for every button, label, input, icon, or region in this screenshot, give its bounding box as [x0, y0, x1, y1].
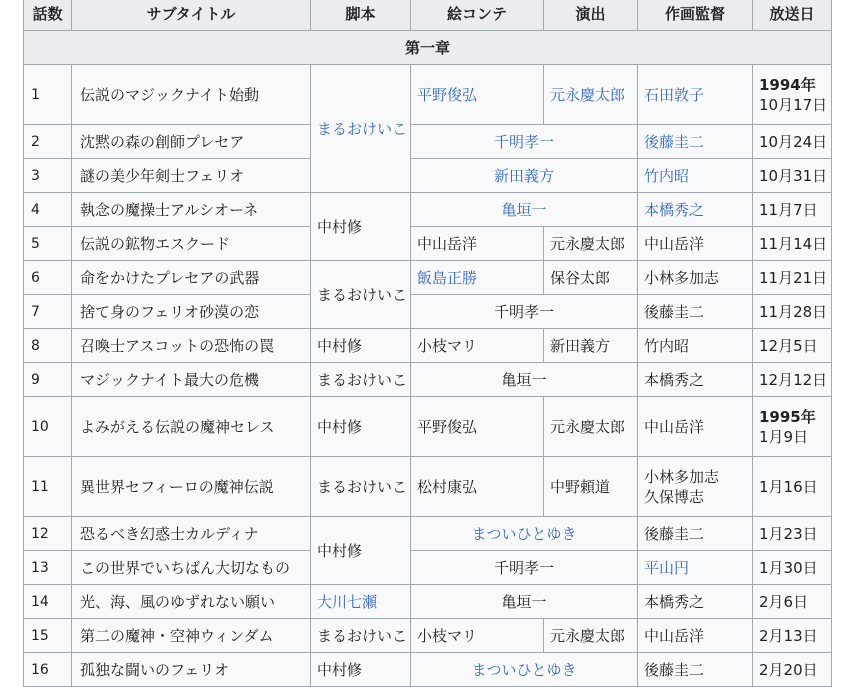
storyboard-cell: 松村康弘	[411, 457, 544, 517]
header-airdate: 放送日	[753, 0, 832, 31]
episode-number: 14	[24, 585, 72, 619]
animation-director-1: 小林多加志	[644, 467, 720, 486]
storyboard-direction-link[interactable]: 亀垣一	[501, 200, 547, 219]
table-row	[24, 193, 832, 227]
table-row	[24, 397, 832, 457]
episode-number: 10	[24, 397, 72, 457]
animation-cell[interactable]	[638, 125, 753, 159]
airdate: 12月12日	[753, 363, 832, 397]
storyboard-cell[interactable]	[411, 65, 544, 125]
script-cell[interactable]	[311, 585, 411, 619]
storyboard-cell[interactable]	[411, 261, 544, 295]
table-row	[24, 653, 832, 687]
episode-title: 第二の魔神・空神ウィンダム	[72, 619, 311, 653]
direction-cell[interactable]	[544, 65, 638, 125]
airdate: 1月9日	[759, 427, 809, 446]
storyboard-direction-link[interactable]: まついひとゆき	[471, 524, 577, 543]
animation-cell: 本橋秀之	[638, 585, 753, 619]
table-row	[24, 457, 832, 517]
header-row	[24, 0, 832, 31]
script-cell: 中村修	[311, 193, 411, 261]
animation-cell[interactable]	[638, 551, 753, 585]
direction-cell: 新田義方	[544, 329, 638, 363]
animation-cell[interactable]	[638, 193, 753, 227]
airdate: 1月23日	[753, 517, 832, 551]
episode-title: 異世界セフィーロの魔神伝説	[72, 457, 311, 517]
table-row	[24, 125, 832, 159]
table-row	[24, 585, 832, 619]
chapter-heading: 第一章	[24, 31, 832, 65]
episode-number: 12	[24, 517, 72, 551]
script-cell: まるおけいこ	[311, 619, 411, 653]
table-row	[24, 551, 832, 585]
episode-title: この世界でいちばん大切なもの	[72, 551, 311, 585]
header-direction: 演出	[544, 0, 638, 31]
header-episode: 話数	[24, 0, 72, 31]
airdate: 10月17日	[759, 95, 828, 114]
episode-number: 6	[24, 261, 72, 295]
episode-title: 孤独な闘いのフェリオ	[72, 653, 311, 687]
table-row	[24, 363, 832, 397]
storyboard-direction-link[interactable]: 千明孝一	[493, 132, 554, 151]
episode-title: 謎の美少年剣士フェリオ	[72, 159, 311, 193]
storyboard-direction-link[interactable]: 新田義方	[493, 166, 554, 185]
table-row	[24, 517, 832, 551]
episode-table	[23, 0, 832, 687]
script-cell: まるおけいこ	[311, 363, 411, 397]
episode-number: 2	[24, 125, 72, 159]
airdate: 12月5日	[753, 329, 832, 363]
script-cell[interactable]	[311, 65, 411, 193]
storyboard-cell: 小枝マリ	[411, 619, 544, 653]
episode-number: 5	[24, 227, 72, 261]
storyboard-direction-cell[interactable]	[411, 125, 638, 159]
animation-cell: 後藤圭二	[638, 295, 753, 329]
script-cell: 中村修	[311, 517, 411, 585]
script-link[interactable]: まるおけいこ	[317, 119, 408, 138]
animation-link[interactable]: 本橋秀之	[644, 200, 705, 219]
table-row	[24, 261, 832, 295]
storyboard-direction-cell[interactable]	[411, 517, 638, 551]
episode-title: 沈黙の森の創師プレセア	[72, 125, 311, 159]
direction-cell: 保谷太郎	[544, 261, 638, 295]
animation-cell: 中山岳洋	[638, 619, 753, 653]
storyboard-direction-cell[interactable]	[411, 653, 638, 687]
storyboard-direction-link[interactable]: まついひとゆき	[471, 660, 577, 679]
episode-number: 13	[24, 551, 72, 585]
table-row	[24, 159, 832, 193]
storyboard-direction-cell: 千明孝一	[411, 551, 638, 585]
animation-cell[interactable]	[638, 159, 753, 193]
storyboard-direction-cell: 亀垣一	[411, 363, 638, 397]
airdate-year: 1994年	[759, 75, 816, 94]
table-row	[24, 619, 832, 653]
storyboard-direction-cell: 千明孝一	[411, 295, 638, 329]
episode-title: 召喚士アスコットの恐怖の罠	[72, 329, 311, 363]
animation-cell: 小林多加志	[638, 261, 753, 295]
animation-cell: 竹内昭	[638, 329, 753, 363]
header-script: 脚本	[311, 0, 411, 31]
animation-cell: 中山岳洋	[638, 397, 753, 457]
animation-link[interactable]: 石田敦子	[644, 85, 705, 104]
script-cell: まるおけいこ	[311, 261, 411, 329]
airdate: 2月6日	[753, 585, 832, 619]
direction-link[interactable]: 元永慶太郎	[550, 85, 626, 104]
script-cell: 中村修	[311, 329, 411, 363]
episode-title: 捨て身のフェリオ砂漠の恋	[72, 295, 311, 329]
episode-title: 命をかけたプレセアの武器	[72, 261, 311, 295]
animation-director-2: 久保博志	[644, 487, 705, 506]
airdate: 11月14日	[753, 227, 832, 261]
episode-title: 恐るべき幻惑士カルディナ	[72, 517, 311, 551]
table-row	[24, 329, 832, 363]
episode-title: マジックナイト最大の危機	[72, 363, 311, 397]
episode-number: 3	[24, 159, 72, 193]
episode-number: 16	[24, 653, 72, 687]
animation-link[interactable]: 竹内昭	[644, 166, 690, 185]
episode-title: 光、海、風のゆずれない願い	[72, 585, 311, 619]
animation-cell	[638, 457, 753, 517]
episode-number: 8	[24, 329, 72, 363]
episode-title: よみがえる伝説の魔神セレス	[72, 397, 311, 457]
episode-title: 執念の魔操士アルシオーネ	[72, 193, 311, 227]
episode-title: 伝説の鉱物エスクード	[72, 227, 311, 261]
storyboard-direction-cell[interactable]	[411, 193, 638, 227]
storyboard-link[interactable]: 飯島正勝	[417, 268, 478, 287]
direction-cell: 元永慶太郎	[544, 227, 638, 261]
animation-cell: 後藤圭二	[638, 517, 753, 551]
table-row	[24, 295, 832, 329]
storyboard-direction-cell[interactable]	[411, 159, 638, 193]
airdate: 11月7日	[753, 193, 832, 227]
animation-cell: 本橋秀之	[638, 363, 753, 397]
airdate: 11月28日	[753, 295, 832, 329]
episode-title: 伝説のマジックナイト始動	[72, 65, 311, 125]
storyboard-cell: 小枝マリ	[411, 329, 544, 363]
airdate-cell	[753, 65, 832, 125]
storyboard-cell: 中山岳洋	[411, 227, 544, 261]
animation-cell: 後藤圭二	[638, 653, 753, 687]
episode-number: 11	[24, 457, 72, 517]
header-storyboard: 絵コンテ	[411, 0, 544, 31]
airdate: 2月20日	[753, 653, 832, 687]
airdate: 1月16日	[753, 457, 832, 517]
episode-number: 7	[24, 295, 72, 329]
header-subtitle: サブタイトル	[72, 0, 311, 31]
episode-number: 9	[24, 363, 72, 397]
script-link[interactable]: 大川七瀬	[317, 592, 378, 611]
airdate: 2月13日	[753, 619, 832, 653]
direction-cell: 中野頼道	[544, 457, 638, 517]
script-cell: 中村修	[311, 397, 411, 457]
airdate: 10月31日	[753, 159, 832, 193]
animation-link[interactable]: 平山円	[644, 558, 690, 577]
animation-cell: 中山岳洋	[638, 227, 753, 261]
episode-number: 1	[24, 65, 72, 125]
table-row	[24, 65, 832, 125]
script-cell: 中村修	[311, 653, 411, 687]
table-row	[24, 227, 832, 261]
storyboard-link[interactable]: 平野俊弘	[417, 85, 478, 104]
direction-cell: 元永慶太郎	[544, 397, 638, 457]
episode-number: 4	[24, 193, 72, 227]
chapter-row	[24, 31, 832, 65]
airdate: 10月24日	[753, 125, 832, 159]
airdate-cell	[753, 397, 832, 457]
airdate-year: 1995年	[759, 407, 816, 426]
script-cell: まるおけいこ	[311, 457, 411, 517]
airdate: 11月21日	[753, 261, 832, 295]
animation-link[interactable]: 後藤圭二	[644, 132, 705, 151]
animation-cell[interactable]	[638, 65, 753, 125]
storyboard-cell: 平野俊弘	[411, 397, 544, 457]
header-animation: 作画監督	[638, 0, 753, 31]
direction-cell: 元永慶太郎	[544, 619, 638, 653]
episode-number: 15	[24, 619, 72, 653]
airdate: 1月30日	[753, 551, 832, 585]
storyboard-direction-cell: 亀垣一	[411, 585, 638, 619]
